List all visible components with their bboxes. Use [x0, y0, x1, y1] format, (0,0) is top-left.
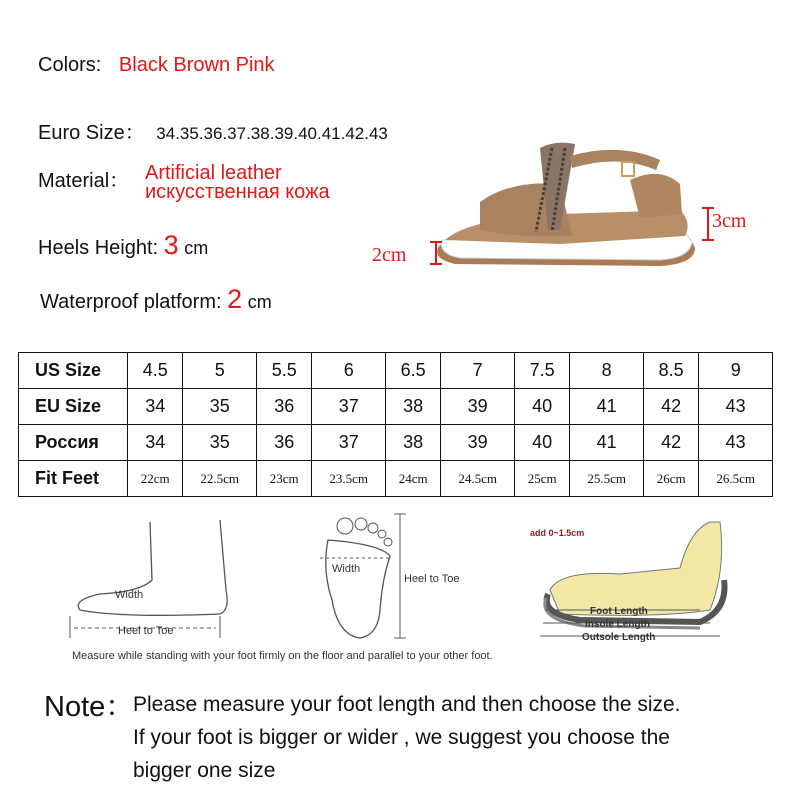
platform-value: 2 — [227, 284, 243, 314]
sandal-ankle-strap — [570, 150, 660, 170]
size-row-label: EU Size — [19, 389, 128, 425]
top-heel-to-toe-label: Heel to Toe — [404, 573, 460, 585]
size-cell: 35 — [183, 389, 257, 425]
size-cell: 36 — [256, 425, 311, 461]
size-cell: 41 — [570, 425, 644, 461]
size-cell: 8 — [570, 353, 644, 389]
euro-size-row — [38, 116, 388, 145]
size-cell: 22.5cm — [183, 461, 257, 497]
size-cell: 8.5 — [643, 353, 698, 389]
size-row-label: Россия — [19, 425, 128, 461]
size-cell: 37 — [312, 425, 386, 461]
size-cell: 22cm — [128, 461, 183, 497]
size-cell: 38 — [385, 389, 440, 425]
size-row-label: Fit Feet — [19, 461, 128, 497]
sandal-heel-counter — [630, 174, 682, 218]
material-value-en: Artificial leather — [145, 162, 282, 184]
size-cell: 25.5cm — [570, 461, 644, 497]
heels-unit: cm — [184, 238, 209, 258]
size-cell: 24cm — [385, 461, 440, 497]
foot-length-label: Foot Length — [590, 606, 648, 617]
size-cell: 43 — [699, 425, 773, 461]
note-body — [133, 688, 681, 787]
size-cell: 7 — [441, 353, 515, 389]
size-cell: 26.5cm — [699, 461, 773, 497]
material-value — [145, 164, 330, 202]
platform-row — [40, 284, 272, 315]
size-cell: 34 — [128, 389, 183, 425]
measure-caption: Measure while standing with your foot firmly on the floor and parallel to your other foot. — [72, 650, 493, 662]
size-table-row — [19, 353, 773, 389]
material-value-ru: искусственная кожа — [145, 181, 330, 203]
size-cell: 5.5 — [256, 353, 311, 389]
size-table-row — [19, 425, 773, 461]
colors-value: Black Brown Pink — [118, 54, 275, 76]
heels-value: 3 — [163, 230, 179, 260]
insole-diagram — [530, 522, 725, 643]
material-label: Material： — [38, 170, 130, 192]
heels-row — [38, 230, 208, 261]
buckle-icon — [622, 162, 634, 176]
size-cell: 6.5 — [385, 353, 440, 389]
insole-length-label: Insole Length — [585, 619, 650, 630]
size-cell: 23cm — [256, 461, 311, 497]
note-line-2: If your foot is bigger or wider , we suggest you choose the — [133, 726, 670, 749]
size-cell: 35 — [183, 425, 257, 461]
size-cell: 23.5cm — [312, 461, 386, 497]
dim-label-3cm: 3cm — [712, 210, 747, 232]
size-cell: 4.5 — [128, 353, 183, 389]
size-cell: 42 — [643, 389, 698, 425]
note-line-3: bigger one size — [133, 759, 276, 782]
note-title: Note： — [44, 691, 135, 723]
size-cell: 7.5 — [514, 353, 569, 389]
size-cell: 39 — [441, 425, 515, 461]
outsole-length-label: Outsole Length — [582, 632, 656, 643]
note-line-1: Please measure your foot length and then choose the size. — [133, 693, 681, 716]
size-cell: 34 — [128, 425, 183, 461]
size-cell: 41 — [570, 389, 644, 425]
size-table-row — [19, 389, 773, 425]
dim-label-2cm: 2cm — [372, 244, 407, 266]
side-heel-to-toe-label: Heel to Toe — [118, 625, 174, 637]
size-cell: 25cm — [514, 461, 569, 497]
top-width-label: Width — [332, 563, 361, 575]
size-table — [18, 352, 773, 497]
size-cell: 24.5cm — [441, 461, 515, 497]
size-cell: 43 — [699, 389, 773, 425]
foot-measure-diagrams — [60, 510, 760, 670]
top-foot-diagram — [320, 514, 459, 638]
size-cell: 38 — [385, 425, 440, 461]
colors-label: Colors: — [38, 54, 102, 76]
size-cell: 5 — [183, 353, 257, 389]
size-cell: 6 — [312, 353, 386, 389]
size-table-row — [19, 461, 773, 497]
heels-label: Heels Height: — [38, 237, 159, 259]
platform-unit: cm — [247, 292, 272, 312]
size-cell: 26cm — [643, 461, 698, 497]
side-foot-diagram — [70, 520, 227, 638]
size-row-label: US Size — [19, 353, 128, 389]
euro-size-value: 34.35.36.37.38.39.40.41.42.43 — [156, 124, 388, 143]
side-width-label: Width — [115, 589, 144, 601]
size-cell: 39 — [441, 389, 515, 425]
size-cell: 36 — [256, 389, 311, 425]
size-cell: 42 — [643, 425, 698, 461]
euro-size-label: Euro Size： — [38, 122, 145, 144]
size-cell: 40 — [514, 425, 569, 461]
size-cell: 40 — [514, 389, 569, 425]
platform-label: Waterproof platform: — [40, 291, 222, 313]
size-cell: 9 — [699, 353, 773, 389]
add-label: add 0~1.5cm — [530, 528, 585, 538]
colors-row — [38, 54, 275, 77]
size-cell: 37 — [312, 389, 386, 425]
